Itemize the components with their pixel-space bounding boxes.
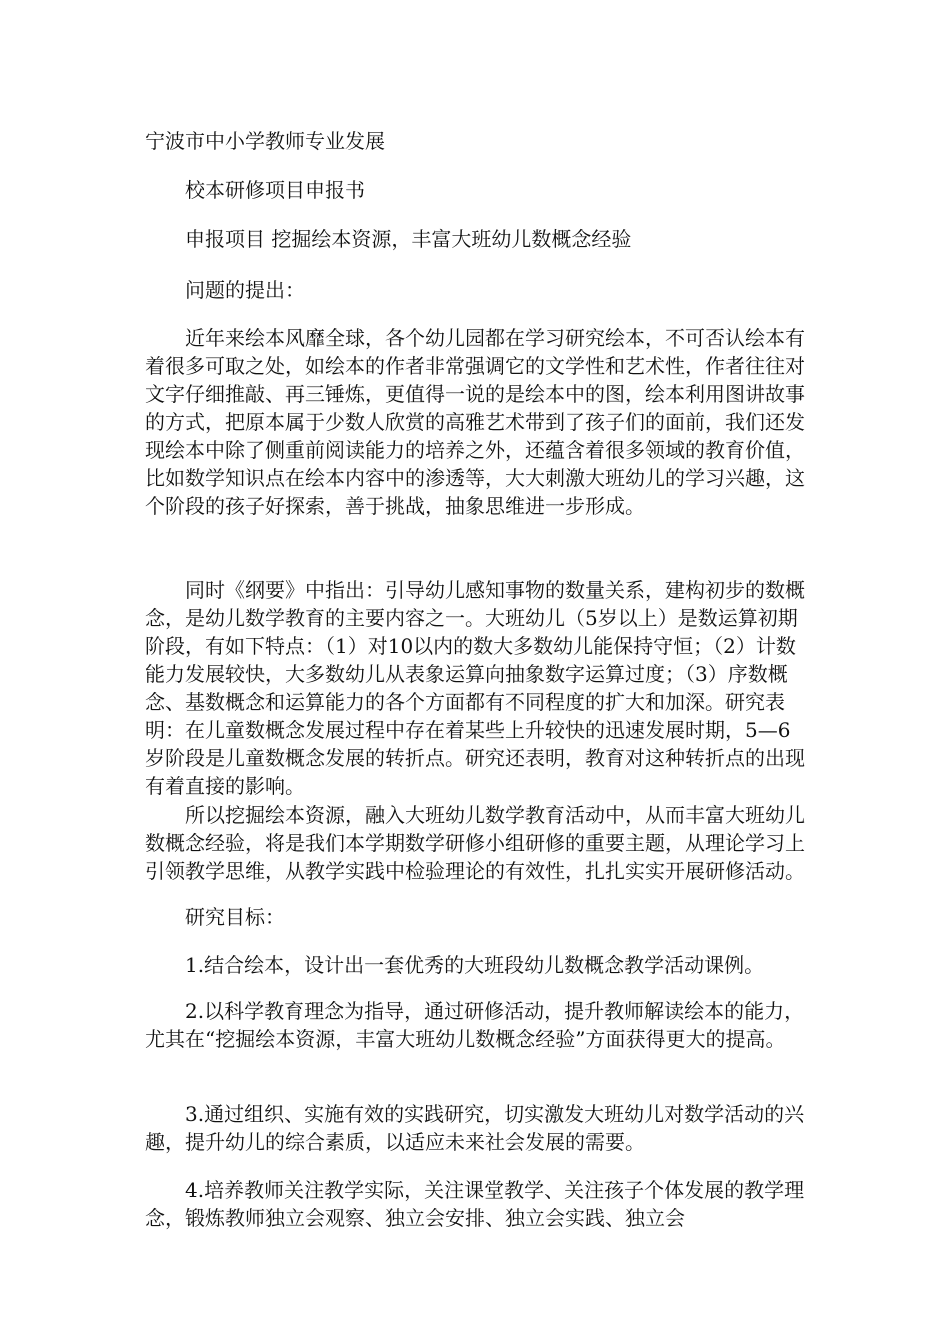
project-title: 申报项目 挖掘绘本资源，丰富大班幼儿数概念经验 — [185, 227, 632, 251]
goal-3: 3.通过组织、实施有效的实践研究，切实激发大班幼儿对数学活动的兴趣，提升幼儿的综合素质，以适应未来社会发展的需要。 — [145, 1102, 805, 1154]
paragraph-2: 同时《纲要》中指出：引导幼儿感知事物的数量关系，建构初步的数概念，是幼儿数学教育的主要内容之一。大班幼儿（5岁以上）是数运算初期阶段，有如下特点：（1）对10以内的数大多数幼儿能保持守恒；（2）计数能力发展较快，大多数幼儿从表象运算向抽象数字运算过度；（3）序数概念、基数概念和运算能力的各个方面都有不同程度的扩大和加深。研究表明：在儿童数概念发展过程中存在着某些上升较快的迅速发展时期，5—6岁阶段是儿童数概念发展的转折点。研究还表明，教育对这种转折点的出现有着直接的影响。 — [145, 578, 805, 798]
document-subtitle: 校本研修项目申报书 — [185, 178, 365, 202]
document-title: 宁波市中小学教师专业发展 — [145, 129, 385, 153]
goals-heading: 研究目标： — [185, 905, 285, 929]
goal-4: 4.培养教师关注教学实际，关注课堂教学、关注孩子个体发展的教学理念，锻炼教师独立会观察、独立会安排、独立会实践、独立会 — [145, 1178, 805, 1230]
paragraph-3: 所以挖掘绘本资源，融入大班幼儿数学教育活动中，从而丰富大班幼儿数概念经验，将是我们本学期数学研修小组研修的重要主题，从理论学习上引领教学思维，从教学实践中检验理论的有效性，扎扎实实开展研修活动。 — [145, 803, 805, 883]
paragraph-1: 近年来绘本风靡全球，各个幼儿园都在学习研究绘本，不可否认绘本有着很多可取之处，如绘本的作者非常强调它的文学性和艺术性，作者往往对文字仔细推敲、再三锤炼，更值得一说的是绘本中的图，绘本利用图讲故事的方式，把原本属于少数人欣赏的高雅艺术带到了孩子们的面前，我们还发现绘本中除了侧重前阅读能力的培养之外，还蕴含着很多领域的教育价值，比如数学知识点在绘本内容中的渗透等，大大刺激大班幼儿的学习兴趣，这个阶段的孩子好探索，善于挑战，抽象思维进一步形成。 — [145, 326, 805, 518]
goal-2: 2.以科学教育理念为指导，通过研修活动，提升教师解读绘本的能力，尤其在“挖掘绘本资源，丰富大班幼儿数概念经验”方面获得更大的提高。 — [145, 999, 805, 1051]
goal-1: 1.结合绘本，设计出一套优秀的大班段幼儿数概念教学活动课例。 — [185, 953, 765, 977]
problem-heading: 问题的提出： — [185, 278, 305, 302]
